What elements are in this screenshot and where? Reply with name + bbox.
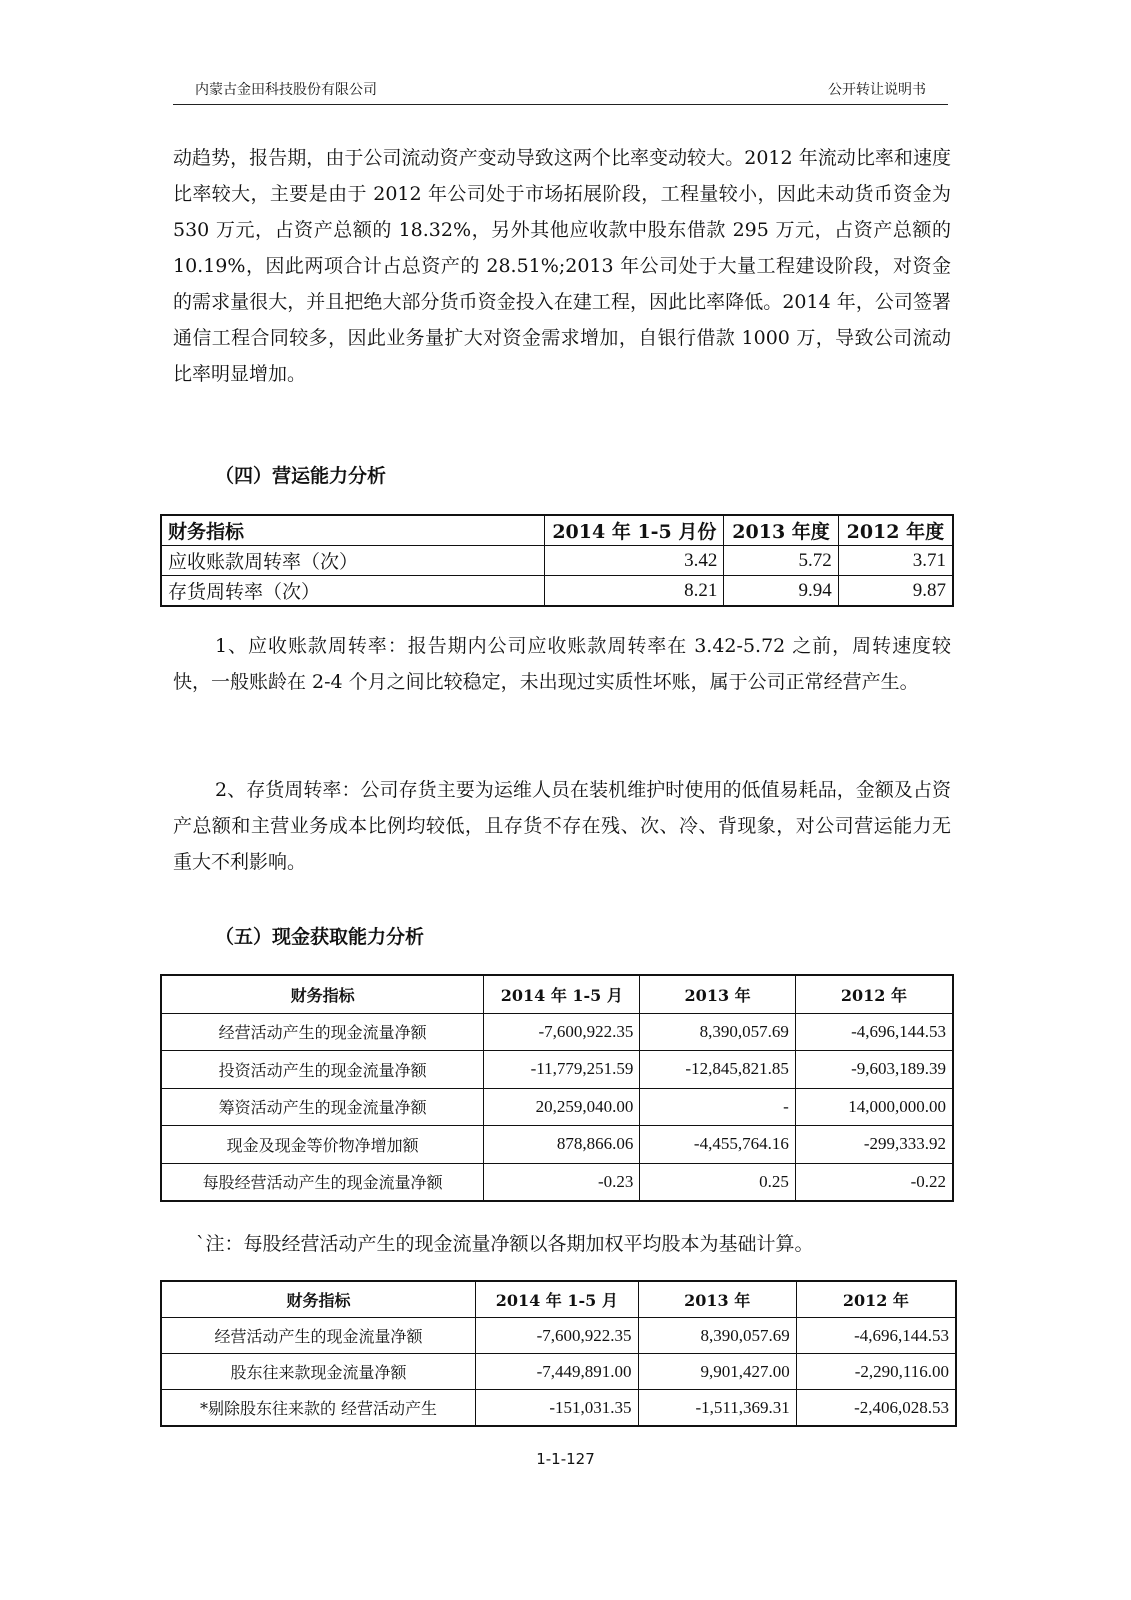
table-row [161,1354,956,1390]
table-header-cell: 财务指标 [161,515,545,546]
section-heading-operating-capacity: （四）营运能力分析 [215,465,387,487]
table-header-cell: 2013 年度 [724,515,838,546]
table-row [161,1163,953,1201]
shareholder-adjusted-cash-flow-table [160,1280,957,1427]
row-label: 筹资活动产生的现金流量净额 [161,1088,484,1126]
table-header-cell: 2014 年 1-5 月 [484,975,640,1013]
operating-capacity-table [160,514,954,607]
table-cell: -12,845,821.85 [640,1051,795,1089]
table-row [161,576,953,607]
table-cell: -4,455,764.16 [640,1126,795,1164]
row-label: 股东往来款现金流量净额 [161,1354,476,1390]
row-label: 经营活动产生的现金流量净额 [161,1013,484,1051]
table-cell: 9.87 [838,576,953,607]
table-cell: 14,000,000.00 [795,1088,953,1126]
table-header-row [161,1281,956,1318]
table-cell: 878,866.06 [484,1126,640,1164]
table-row [161,1088,953,1126]
table-cell: -2,290,116.00 [796,1354,956,1390]
table-cell: -151,031.35 [476,1390,639,1427]
page-number: 1-1-127 [536,1450,595,1468]
row-label: 每股经营活动产生的现金流量净额 [161,1163,484,1201]
table-cell: -2,406,028.53 [796,1390,956,1427]
paragraph-inventory-turnover: 2、存货周转率：公司存货主要为运维人员在装机维护时使用的低值易耗品，金额及占资产总额和主营业务成本比例均较低，且存货不存在残、次、冷、背现象，对公司营运能力无重大不利影响。 [173,779,951,873]
table-cell: -0.22 [795,1163,953,1201]
table-cell: -7,600,922.35 [476,1318,639,1354]
table-cell: 3.71 [838,546,953,576]
table-cell: -299,333.92 [795,1126,953,1164]
table-header-cell: 2014 年 1-5 月 [476,1281,639,1318]
table-row [161,546,953,576]
header-doc-title: 公开转让说明书 [828,82,926,98]
table-row [161,1390,956,1427]
table-cell: -7,449,891.00 [476,1354,639,1390]
table-cell: 0.25 [640,1163,795,1201]
table-header-row [161,975,953,1013]
table-cell: -4,696,144.53 [795,1013,953,1051]
row-label: 经营活动产生的现金流量净额 [161,1318,476,1354]
page-header [173,76,948,105]
row-label: *剔除股东往来款的 经营活动产生 [161,1390,476,1427]
table-cell: 9,901,427.00 [638,1354,796,1390]
table-row [161,1051,953,1089]
table-cell: 20,259,040.00 [484,1088,640,1126]
table-header-cell: 2013 年 [638,1281,796,1318]
row-label: 应收账款周转率（次） [161,546,545,576]
section-heading-cash-acquisition: （五）现金获取能力分析 [215,926,425,948]
table-cell: -0.23 [484,1163,640,1201]
table-cell: 5.72 [724,546,838,576]
cash-flow-table [160,974,954,1202]
table-cell: 8,390,057.69 [638,1318,796,1354]
table-header-cell: 财务指标 [161,1281,476,1318]
table-header-cell: 2012 年 [796,1281,956,1318]
table-row [161,1318,956,1354]
table-cell: -1,511,369.31 [638,1390,796,1427]
table-header-row [161,515,953,546]
table-cell: -4,696,144.53 [796,1318,956,1354]
table-header-cell: 2013 年 [640,975,795,1013]
table-cell: -11,779,251.59 [484,1051,640,1089]
table-row [161,1013,953,1051]
table-header-cell: 财务指标 [161,975,484,1013]
table-header-cell: 2012 年 [795,975,953,1013]
table-header-cell: 2014 年 1-5 月份 [545,515,724,546]
table-cell: 9.94 [724,576,838,607]
table-cell: 3.42 [545,546,724,576]
table-note: `注：每股经营活动产生的现金流量净额以各期加权平均股本为基础计算。 [196,1233,814,1255]
table-cell: -9,603,189.39 [795,1051,953,1089]
header-company: 内蒙古金田科技股份有限公司 [195,82,377,98]
table-cell: - [640,1088,795,1126]
row-label: 投资活动产生的现金流量净额 [161,1051,484,1089]
row-label: 现金及现金等价物净增加额 [161,1126,484,1164]
table-cell: -7,600,922.35 [484,1013,640,1051]
paragraph-liquidity-trend: 动趋势，报告期，由于公司流动资产变动导致这两个比率变动较大。2012 年流动比率和速度比率较大，主要是由于 2012 年公司处于市场拓展阶段，工程量较小，因此未动货币资金为 530 万元，占资产总额的 18.32%，另外其他应收款中股东借款 295 万元，占资产总额的 10.19%，因此两项合计占总资产的 28.51%;2013 年公司处于大量工程建设阶段，对资金的需求量很大，并且把绝大部分货币资金投入在建工程，因此比率降低。2014 年，公司签署通信工程合同较多，因此业务量扩大对资金需求增加，自银行借款 1000 万，导致公司流动比率明显增加。 [173,147,951,385]
table-cell: 8,390,057.69 [640,1013,795,1051]
row-label: 存货周转率（次） [161,576,545,607]
table-cell: 8.21 [545,576,724,607]
table-row [161,1126,953,1164]
paragraph-receivables-turnover: 1、应收账款周转率：报告期内公司应收账款周转率在 3.42-5.72 之前，周转速度较快，一般账龄在 2-4 个月之间比较稳定，未出现过实质性坏账，属于公司正常经营产生。 [173,635,951,693]
table-header-cell: 2012 年度 [838,515,953,546]
